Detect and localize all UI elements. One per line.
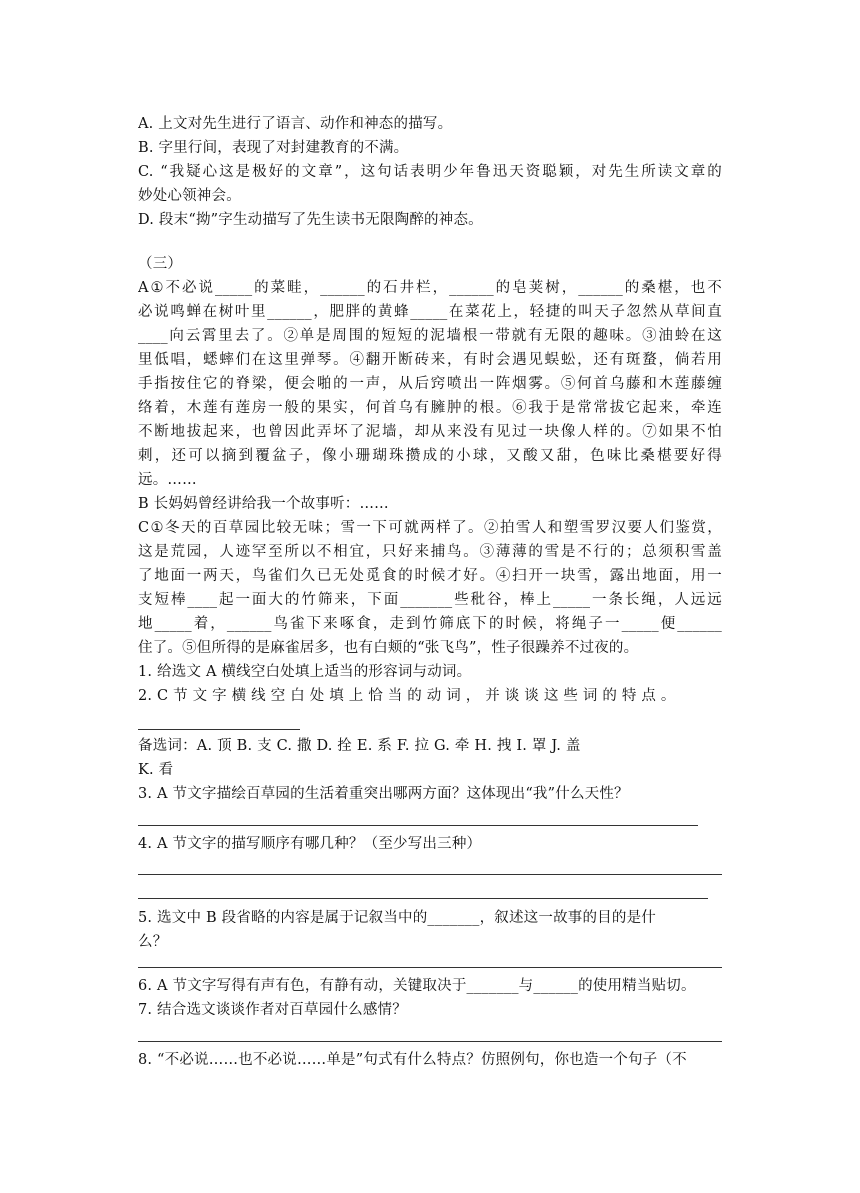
- question-6: 6. A 节文字写得有声有色，有静有动，关键取决于_______与______的使用精当贴切。: [138, 978, 696, 994]
- question-1: 1. 给选文 A 横线空白处填上适当的形容词与动词。: [138, 664, 472, 680]
- passage-a-line: 远。……: [138, 472, 197, 488]
- answer-line[interactable]: [138, 967, 722, 968]
- question-2: 2. C 节 文 字 横 线 空 白 处 填 上 恰 当 的 动 词 ， 并 谈 谈 这 些 词 的 特 点 。: [138, 688, 676, 704]
- passage-b: B 长妈妈曾经讲给我一个故事听：……: [138, 496, 389, 512]
- passage-a-line: A①不必说_____的菜畦，______的石井栏，______的皂荚树，______的桑椹，也不: [138, 280, 722, 296]
- question-2-candidates-continued: K. 看: [138, 762, 174, 778]
- answer-line[interactable]: [138, 729, 300, 730]
- option-d: D. 段末“拗”字生动描写了先生读书无限陶醉的神态。: [138, 212, 483, 228]
- option-b: B. 字里行间，表现了对封建教育的不满。: [138, 140, 409, 156]
- option-c-continued: 妙处心领神会。: [138, 188, 241, 204]
- answer-line[interactable]: [138, 1041, 722, 1042]
- passage-c-line: 住了。⑤但所得的是麻雀居多，也有白颊的“张飞鸟”，性子很躁养不过夜的。: [138, 640, 639, 656]
- passage-a-line: 络着，木莲有莲房一般的果实，何首乌有臃肿的根。⑥我于是常常拔它起来，牵连: [138, 400, 722, 416]
- passage-a-line: 必说鸣蝉在树叶里______，肥胖的黄蜂_____在菜花上，轻捷的叫天子忽然从草间直: [138, 304, 722, 320]
- answer-line[interactable]: [138, 898, 708, 899]
- passage-c-line: 地_____着，______鸟雀下来啄食，走到竹筛底下的时候，将绳子一_____便______: [138, 616, 722, 632]
- question-4: 4. A 节文字的描写顺序有哪几种？（至少写出三种）: [138, 836, 482, 852]
- passage-a-line: ____向云霄里去了。②单是周围的短短的泥墙根一带就有无限的趣味。③油蛉在这: [138, 328, 722, 344]
- answer-line[interactable]: [138, 874, 722, 875]
- passage-a-line: 不断地拔起来，也曾因此弄坏了泥墙，却从来没有见过一块像人样的。⑦如果不怕: [138, 424, 722, 440]
- passage-a-line: 刺，还可以摘到覆盆子，像小珊瑚珠攒成的小球，又酸又甜，色味比桑椹要好得: [138, 448, 722, 464]
- option-a: A. 上文对先生进行了语言、动作和神态的描写。: [138, 116, 453, 132]
- question-8: 8. “不必说……也不必说……单是”句式有什么特点？仿照例句，你也造一个句子（不: [138, 1052, 687, 1068]
- passage-c-line: C①冬天的百草园比较无味；雪一下可就两样了。②拍雪人和塑雪罗汉要人们鉴赏，: [138, 520, 722, 536]
- passage-c-line: 这是荒园，人迹罕至所以不相宜，只好来捕鸟。③薄薄的雪是不行的；总须积雪盖: [138, 544, 722, 560]
- passage-a-line: 手指按住它的脊梁，便会啪的一声，从后窍喷出一阵烟雾。⑤何首乌藤和木莲藤缠: [138, 376, 722, 392]
- question-3: 3. A 节文字描绘百草园的生活着重突出哪两方面？这体现出“我”什么天性？: [138, 786, 629, 802]
- option-c: C. “我疑心这是极好的文章”，这句话表明少年鲁迅天资聪颖，对先生所读文章的: [138, 164, 722, 180]
- question-7: 7. 结合选文谈谈作者对百草园什么感情？: [138, 1002, 407, 1018]
- answer-line[interactable]: [138, 825, 698, 826]
- passage-a-line: 里低唱，蟋蟀们在这里弹琴。④翻开断砖来，有时会遇见蜈蚣，还有斑蝥，倘若用: [138, 352, 722, 368]
- question-5-continued: 么？: [138, 934, 168, 950]
- passage-c-line: 了地面一两天，鸟雀们久已无处觅食的时候才好。④扫开一块雪，露出地面，用一: [138, 568, 722, 584]
- question-2-candidates: 备选词：A. 顶 B. 支 C. 撒 D. 拴 E. 系 F. 拉 G. 牵 H. 拽 I. 罩 J. 盖: [138, 738, 581, 754]
- question-5: 5. 选文中 B 段省略的内容是属于记叙当中的_______，叙述这一故事的目的是什: [138, 910, 656, 926]
- passage-c-line: 支短棒____起一面大的竹筛来，下面_______些秕谷，棒上_____一条长绳，人远远: [138, 592, 722, 608]
- section-heading: （三）: [138, 256, 183, 272]
